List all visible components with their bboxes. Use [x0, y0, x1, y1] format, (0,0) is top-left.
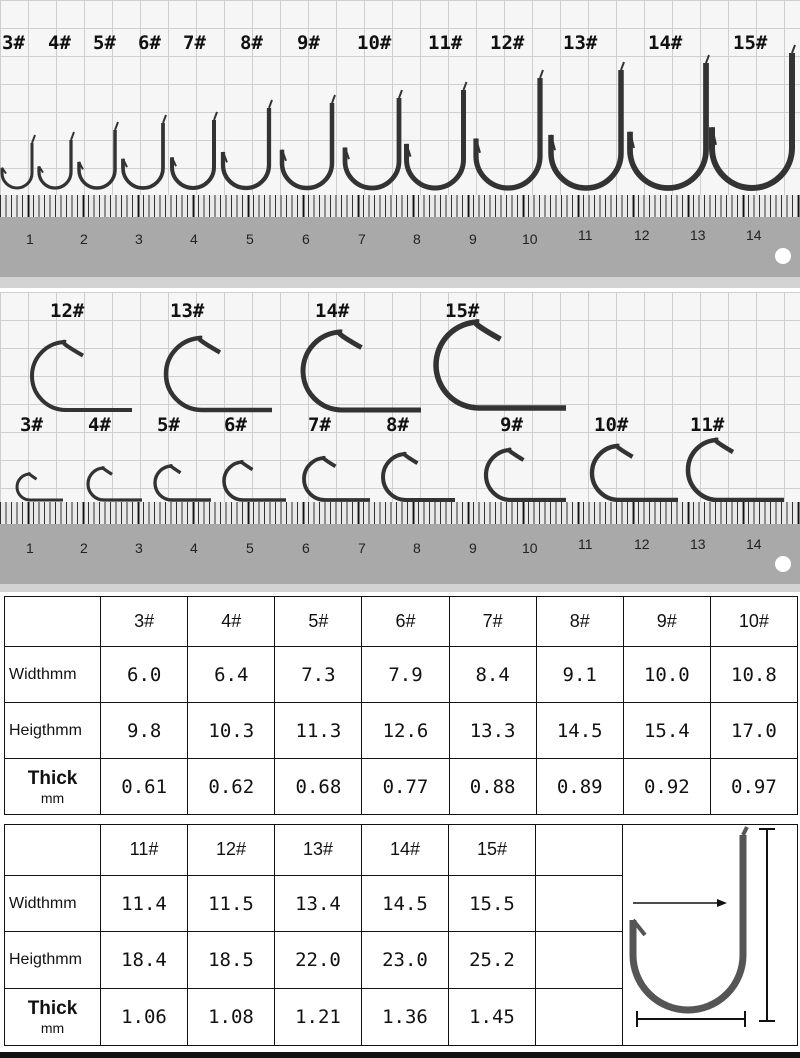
hook-mark [32, 342, 132, 410]
diagram-cell [623, 825, 798, 1046]
size-label: 12# [50, 300, 85, 322]
hook-eye [332, 95, 335, 103]
value-cell: 1.06 [101, 989, 188, 1046]
ruler-number: 2 [80, 540, 88, 556]
value-cell: 14.5 [362, 875, 449, 932]
value-cell: 0.62 [188, 759, 275, 815]
hook-mark [282, 103, 332, 188]
size-label: 10# [594, 414, 629, 436]
hook-mark [630, 63, 706, 188]
row-label [5, 989, 101, 1046]
hook-mark [123, 123, 163, 188]
ruler-number: 10 [522, 231, 538, 247]
ruler-number: 7 [358, 231, 366, 247]
hook-mark [712, 53, 792, 188]
hook-mark [476, 78, 540, 188]
hook-mark [172, 120, 214, 188]
size-label: 7# [183, 32, 206, 54]
size-label: 10# [357, 32, 392, 54]
size-header: 3# [101, 597, 188, 647]
size-header: 8# [536, 597, 623, 647]
ruler-number: 8 [413, 540, 421, 556]
size-label: 3# [2, 32, 25, 54]
ruler-number: 13 [690, 227, 706, 243]
value-cell: 1.21 [275, 989, 362, 1046]
hook-mark [436, 322, 566, 408]
row-label-unit: mm [40, 789, 65, 806]
size-header: 12# [188, 825, 275, 876]
ruler-body [0, 217, 800, 277]
value-cell: 8.4 [449, 647, 536, 703]
ruler-number: 3 [135, 540, 143, 556]
ruler-number: 7 [358, 540, 366, 556]
size-label: 5# [157, 414, 180, 436]
ruler-number: 2 [80, 231, 88, 247]
value-cell: 0.61 [101, 759, 188, 815]
size-label: 9# [500, 414, 523, 436]
corner-cell [5, 597, 101, 647]
size-label: 15# [733, 32, 768, 54]
value-cell: 0.92 [623, 759, 710, 815]
ruler-number: 14 [746, 227, 762, 243]
hook-dimension-diagram-icon [625, 825, 795, 1045]
size-label: 9# [297, 32, 320, 54]
hook-eye [792, 45, 795, 53]
row-label [5, 759, 101, 815]
ruler-hole [775, 556, 791, 572]
value-cell: 1.45 [449, 989, 536, 1046]
ruler-major-ticks [0, 195, 800, 217]
hook-eye [621, 62, 624, 70]
ruler-number: 1 [26, 231, 34, 247]
size-label: 14# [648, 32, 683, 54]
value-cell: 10.0 [623, 647, 710, 703]
ruler [0, 502, 800, 592]
value-cell: 11.5 [188, 875, 275, 932]
size-header: 7# [449, 597, 536, 647]
value-cell: 11.4 [101, 875, 188, 932]
size-header: 13# [275, 825, 362, 876]
hook-eye [163, 115, 166, 123]
ruler-number: 12 [634, 227, 650, 243]
size-header: 6# [362, 597, 449, 647]
size-label: 6# [138, 32, 161, 54]
top-hooks-photo [0, 0, 800, 288]
hook-eye [269, 100, 272, 108]
ruler-number: 6 [302, 540, 310, 556]
value-cell: 22.0 [275, 932, 362, 989]
value-cell: 12.6 [362, 703, 449, 759]
value-cell: 11.3 [275, 703, 362, 759]
value-cell: 6.0 [101, 647, 188, 703]
empty-cell [536, 989, 623, 1046]
size-header: 11# [101, 825, 188, 876]
ruler-number: 6 [302, 231, 310, 247]
row-label-main: Thick [27, 767, 78, 789]
value-cell: 0.97 [710, 759, 797, 815]
ruler-number: 10 [522, 540, 538, 556]
value-cell: 9.1 [536, 647, 623, 703]
value-cell: 0.77 [362, 759, 449, 815]
size-label: 15# [445, 300, 480, 322]
hook-mark [407, 90, 464, 188]
ruler-number: 3 [135, 231, 143, 247]
value-cell: 10.8 [710, 647, 797, 703]
value-cell: 0.89 [536, 759, 623, 815]
size-label: 8# [386, 414, 409, 436]
ruler-number: 4 [190, 540, 198, 556]
value-cell: 15.4 [623, 703, 710, 759]
hook-mark [17, 474, 63, 500]
hooks-front-view [0, 0, 800, 200]
size-label: 8# [240, 32, 263, 54]
bottom-border [0, 1052, 800, 1058]
size-label: 5# [93, 32, 116, 54]
size-label: 13# [563, 32, 598, 54]
size-header: 10# [710, 597, 797, 647]
ruler-number: 14 [746, 536, 762, 552]
empty-cell [536, 825, 623, 876]
value-cell: 1.36 [362, 989, 449, 1046]
empty-cell [536, 932, 623, 989]
hook-mark [166, 338, 272, 410]
ruler [0, 195, 800, 288]
hook-eye [399, 90, 402, 98]
ruler-number: 5 [246, 231, 254, 247]
hook-mark [383, 454, 455, 500]
value-cell: 9.8 [101, 703, 188, 759]
value-cell: 13.4 [275, 875, 362, 932]
value-cell: 18.5 [188, 932, 275, 989]
value-cell: 18.4 [101, 932, 188, 989]
value-cell: 25.2 [449, 932, 536, 989]
ruler-body [0, 524, 800, 584]
hook-mark [551, 70, 621, 188]
ruler-number: 9 [469, 540, 477, 556]
empty-cell [536, 875, 623, 932]
value-cell: 13.3 [449, 703, 536, 759]
ruler-number: 9 [469, 231, 477, 247]
row-label: Widthmm [5, 647, 101, 703]
row-label: Heigthmm [5, 703, 101, 759]
size-label: 11# [690, 414, 725, 436]
ruler-number: 8 [413, 231, 421, 247]
row-label: Widthmm [5, 875, 101, 932]
hook-eye [540, 70, 543, 78]
size-header: 5# [275, 597, 362, 647]
value-cell: 23.0 [362, 932, 449, 989]
hook-mark [2, 143, 32, 188]
size-label: 3# [20, 414, 43, 436]
hook-eye [464, 82, 467, 90]
hooks-side-view [0, 292, 800, 512]
value-cell: 17.0 [710, 703, 797, 759]
ruler-number: 13 [690, 536, 706, 552]
corner-cell [5, 825, 101, 876]
hook-mark [223, 108, 269, 188]
hook-mark [155, 466, 211, 500]
hook-mark [79, 130, 115, 188]
ruler-number: 1 [26, 540, 34, 556]
hook-mark [688, 440, 784, 500]
hook-mark [303, 332, 421, 410]
value-cell: 1.08 [188, 989, 275, 1046]
size-label: 11# [428, 32, 463, 54]
side-hooks-photo [0, 292, 800, 592]
hook-eye [214, 112, 217, 120]
hook-eye [115, 122, 118, 130]
ruler-number: 11 [578, 227, 593, 243]
hook-mark [486, 450, 566, 500]
value-cell: 10.3 [188, 703, 275, 759]
size-label: 12# [490, 32, 525, 54]
size-label: 6# [224, 414, 247, 436]
spec-table-small-sizes [4, 596, 798, 815]
ruler-number: 4 [190, 231, 198, 247]
size-label: 4# [48, 32, 71, 54]
size-header: 15# [449, 825, 536, 876]
ruler-hole [775, 248, 791, 264]
spec-table-large-sizes [4, 824, 798, 1046]
size-label: 14# [315, 300, 350, 322]
value-cell: 0.68 [275, 759, 362, 815]
value-cell: 7.3 [275, 647, 362, 703]
ruler-number: 11 [578, 536, 593, 552]
ruler-major-ticks [0, 502, 800, 524]
hook-eye [71, 132, 74, 140]
hook-mark [592, 446, 678, 500]
row-label: Heigthmm [5, 932, 101, 989]
size-label: 13# [170, 300, 205, 322]
row-label-main: Thick [27, 998, 78, 1020]
size-label: 7# [308, 414, 331, 436]
value-cell: 0.88 [449, 759, 536, 815]
size-header: 4# [188, 597, 275, 647]
ruler-number: 5 [246, 540, 254, 556]
size-header: 9# [623, 597, 710, 647]
value-cell: 7.9 [362, 647, 449, 703]
value-cell: 14.5 [536, 703, 623, 759]
hook-mark [224, 462, 286, 500]
ruler-number: 12 [634, 536, 650, 552]
value-cell: 6.4 [188, 647, 275, 703]
hook-mark [345, 98, 399, 188]
value-cell: 15.5 [449, 875, 536, 932]
row-label-unit: mm [40, 1020, 65, 1037]
hook-eye [706, 55, 709, 63]
hook-mark [39, 140, 71, 188]
hook-mark [304, 458, 370, 500]
hook-eye [32, 135, 35, 143]
size-header: 14# [362, 825, 449, 876]
hook-mark [88, 468, 142, 500]
size-label: 4# [88, 414, 111, 436]
